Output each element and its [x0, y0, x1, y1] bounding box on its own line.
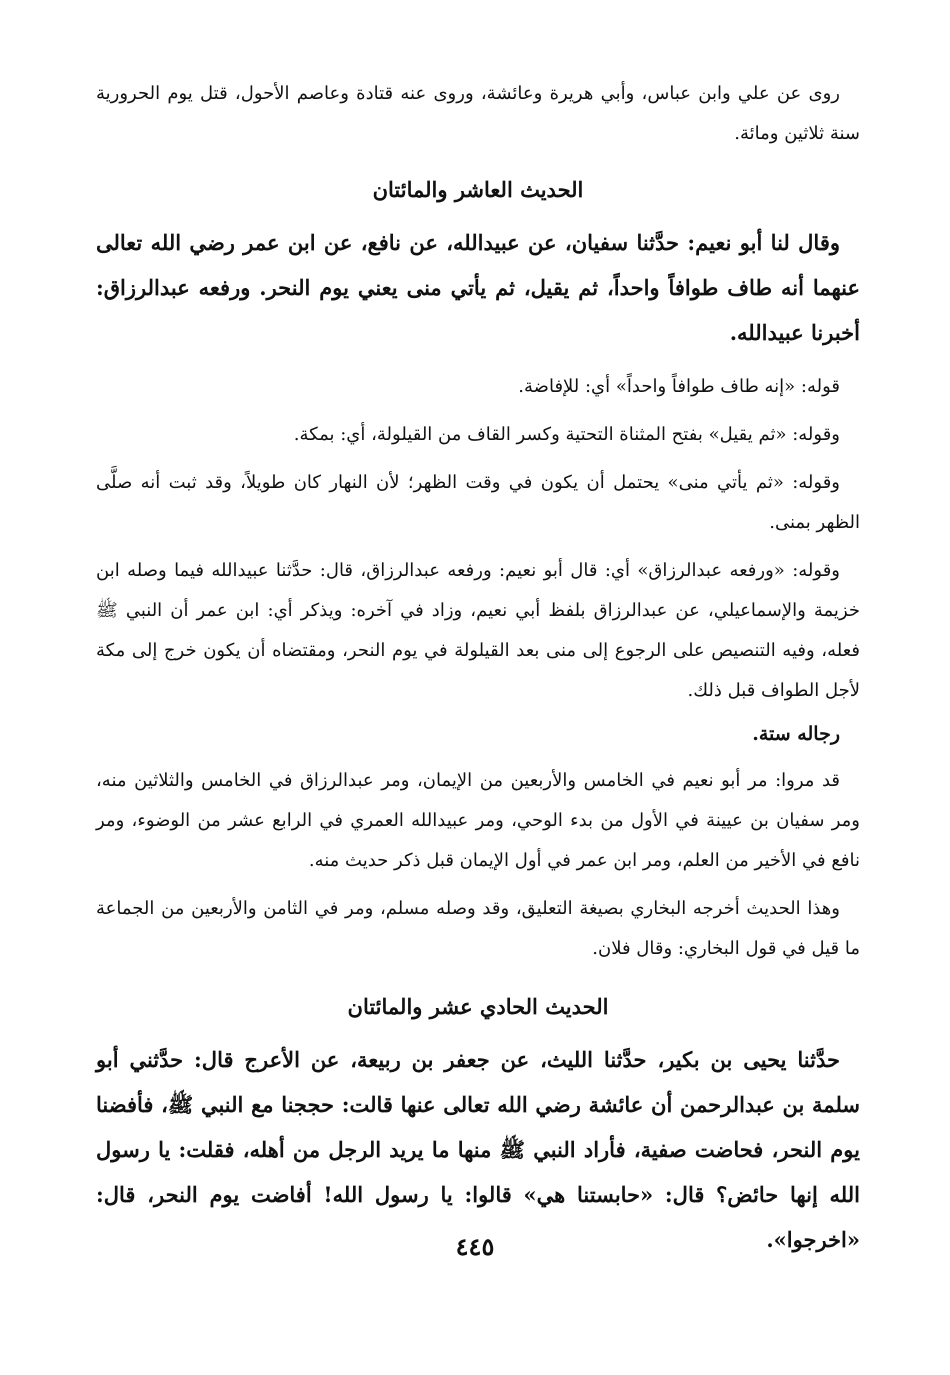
comment-paragraph: وقوله: «ورفعه عبدالرزاق» أي: قال أبو نعيم: ورفعه عبدالرزاق، قال: حدَّثنا عبيدالله فيما وصله ابن خزيمة والإسماعيلي، عن عبدالرزاق بلفظ أبي نعيم، وزاد في آخره: ويذكر أي: ابن عمر أن النبي ﷺ فعله، وفيه التنصيص على الرجوع إلى منى بعد القيلولة في يوم النحر، ومقتضاه أن يكون خرج إلى مكة لأجل الطواف قبل ذلك. [96, 560, 860, 701]
hadith-211-matn: حدَّثنا يحيى بن بكير، حدَّثنا الليث، عن جعفر بن ربيعة، عن الأعرج قال: حدَّثني أبو سلمة بن عبدالرحمن أن عائشة رضي الله تعالى عنها قالت: حججنا مع النبي ﷺ، فأفضنا يوم النحر، فحاضت صفية، فأراد النبي ﷺ منها ما يريد الرجل من أهله، فقلت: يا رسول الله إنها حائض؟ قال: «حابستنا هي» قالوا: يا رسول الله! أفاضت يوم النحر، قال: «اخرجوا». [96, 1047, 860, 1252]
page-number: ٤٤٥ [455, 1232, 495, 1261]
hadith-210-title: الحديث العاشر والمائتان [372, 177, 584, 202]
comment-paragraph: قوله: «إنه طاف طوافاً واحداً» أي: للإفاضة. [518, 376, 840, 397]
narrators-paragraph: قد مروا: مر أبو نعيم في الخامس والأربعين من الإيمان، ومر عبدالرزاق في الخامس والثلاثين منه، ومر سفيان بن عيينة في الأول من بدء الوحي، ومر عبيدالله العمري في الرابع عشر من الوضوء، ومر نافع في الأخير من العلم، ومر ابن عمر في أول الإيمان قبل ذكر حديث منه. [96, 770, 860, 871]
hadith-211-title: الحديث الحادي عشر والمائتان [347, 994, 609, 1019]
narrators-heading: رجاله ستة. [752, 723, 840, 745]
comment-paragraph: وقوله: «ثم يقيل» بفتح المثناة التحتية وكسر القاف من القيلولة، أي: بمكة. [293, 424, 840, 445]
intro-paragraph: روى عن علي وابن عباس، وأبي هريرة وعائشة، وروى عنه قتادة وعاصم الأحول، قتل يوم الحرورية سنة ثلاثين ومائة. [96, 83, 860, 144]
hadith-210-matn: وقال لنا أبو نعيم: حدَّثنا سفيان، عن عبيدالله، عن نافع، عن ابن عمر رضي الله تعالى عنهما أنه طاف طوافاً واحداً، ثم يقيل، ثم يأتي منى يعني يوم النحر. ورفعه عبدالرزاق: أخبرنا عبيدالله. [96, 230, 860, 345]
comment-paragraph: وقوله: «ثم يأتي منى» يحتمل أن يكون في وقت الظهر؛ لأن النهار كان طويلاً، وقد ثبت أنه صلَّى الظهر بمنى. [96, 472, 860, 533]
takhrij-paragraph: وهذا الحديث أخرجه البخاري بصيغة التعليق، وقد وصله مسلم، ومر في الثامن والأربعين من الجماعة ما قيل في قول البخاري: وقال فلان. [96, 898, 860, 959]
